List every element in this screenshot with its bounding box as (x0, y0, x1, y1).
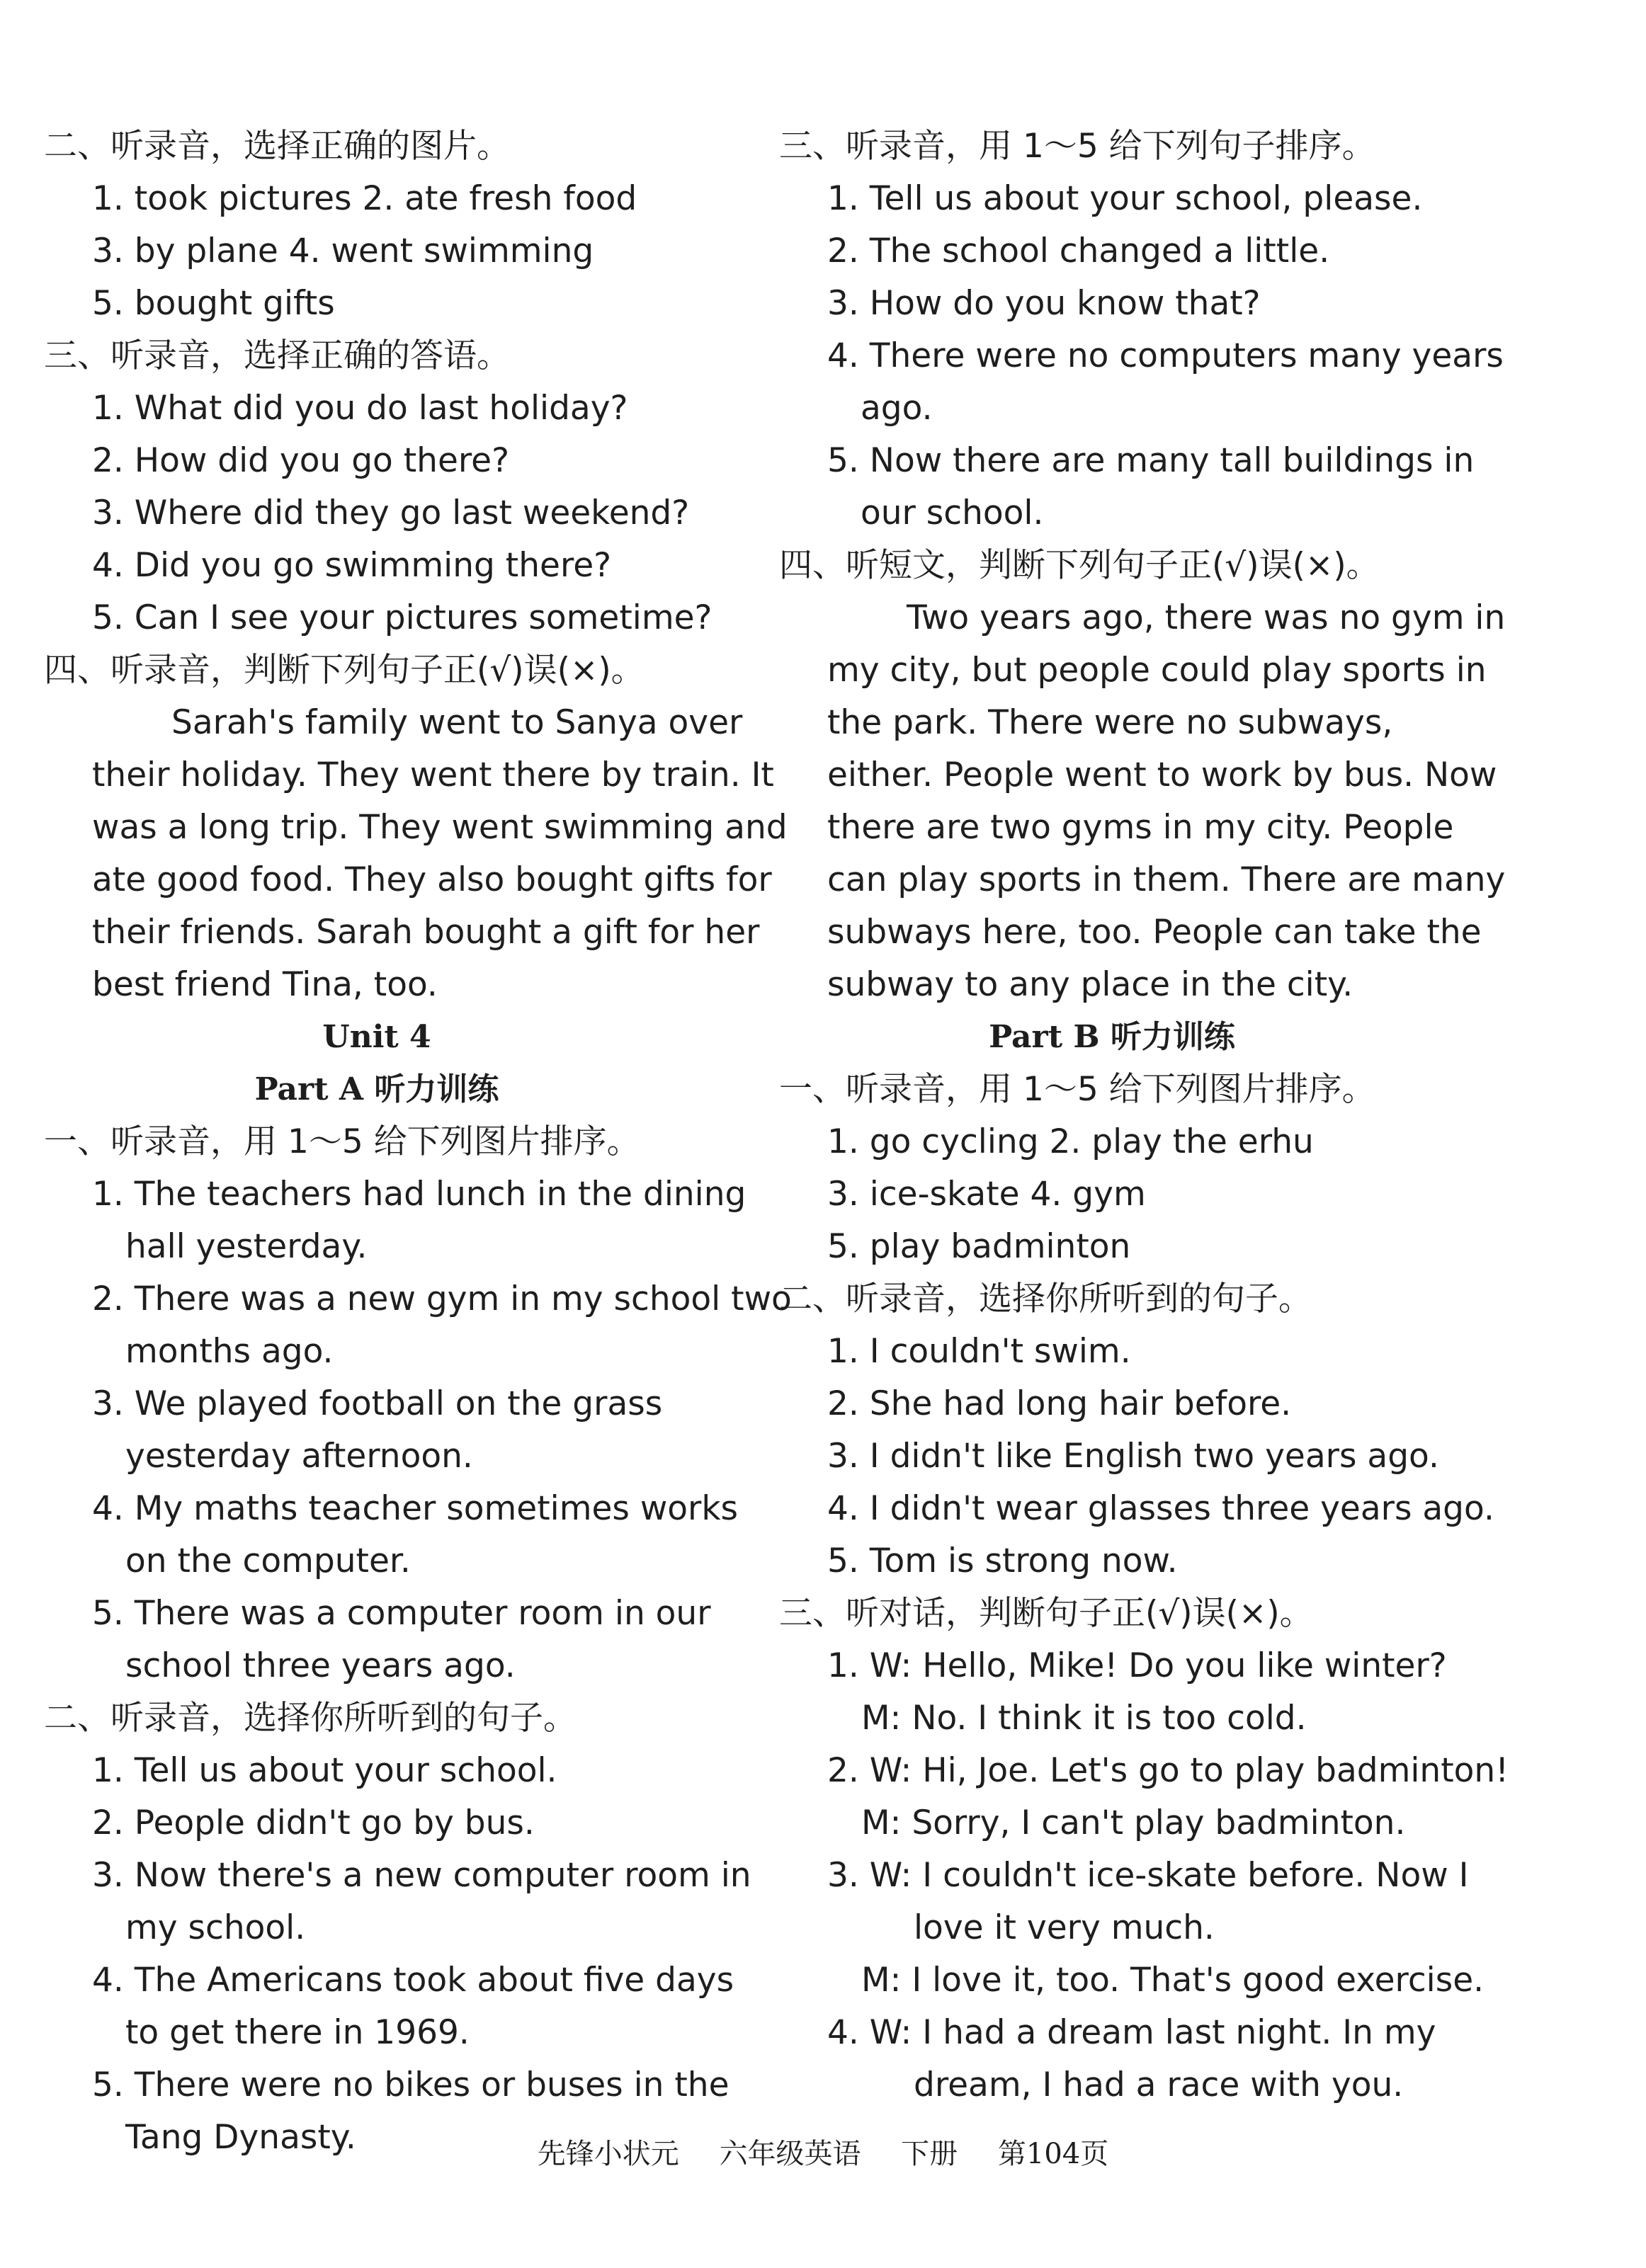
section-heading: 三、听对话，判断句子正(√)误(×)。 (779, 1594, 1313, 1633)
item-line: 4. There were no computers many years (827, 336, 1504, 375)
dialogue-line: dream, I had a race with you. (914, 2065, 1404, 2104)
footer-page-number: 第104页 (997, 2138, 1109, 2170)
item-line: 5. Now there are many tall buildings in (827, 441, 1475, 480)
item-line: 5. bought gifts (92, 284, 335, 323)
page-footer (0, 2131, 1646, 2172)
item-line: 5. play badminton (827, 1227, 1131, 1266)
item-line: 5. There was a computer room in our (92, 1594, 711, 1633)
item-line: 1. go cycling 2. play the erhu (827, 1122, 1314, 1161)
footer-volume: 下册 (901, 2138, 958, 2170)
item-line: 3. Now there's a new computer room in (92, 1856, 751, 1895)
item-line: 2. She had long hair before. (827, 1384, 1292, 1423)
left-column (44, 120, 792, 2164)
item-line: 1. Tell us about your school, please. (827, 179, 1423, 218)
item-line: 1. I couldn't swim. (827, 1332, 1131, 1371)
section-heading: 三、听录音，用 1～5 给下列句子排序。 (779, 127, 1375, 166)
passage-line: subway to any place in the city. (827, 965, 1353, 1004)
footer-grade-subject: 六年级英语 (719, 2138, 861, 2170)
item-line: 4. My maths teacher sometimes works (92, 1489, 739, 1528)
section-heading: 一、听录音，用 1～5 给下列图片排序。 (44, 1122, 640, 1161)
item-line: 3. I didn't like English two years ago. (827, 1437, 1439, 1476)
item-continuation: months ago. (125, 1332, 334, 1371)
item-line: 5. Tom is strong now. (827, 1542, 1178, 1580)
footer-book-title: 先锋小状元 (537, 2138, 679, 2170)
item-line: 2. The school changed a little. (827, 232, 1330, 270)
right-column (779, 120, 1509, 2112)
passage-line: subways here, too. People can take the (827, 913, 1482, 952)
section-heading: 四、听短文，判断下列句子正(√)误(×)。 (779, 546, 1380, 585)
dialogue-line: love it very much. (914, 1908, 1215, 1947)
section-heading: 二、听录音，选择你所听到的句子。 (779, 1280, 1312, 1318)
passage-line: my city, but people could play sports in (827, 651, 1487, 690)
dialogue-line: M: I love it, too. That's good exercise. (861, 1961, 1485, 2000)
item-continuation: school three years ago. (125, 1646, 516, 1685)
item-line: 5. Can I see your pictures sometime? (92, 598, 713, 637)
item-continuation: Tang Dynasty. (125, 2118, 356, 2157)
item-line: 2. There was a new gym in my school two (92, 1280, 792, 1318)
passage-line: was a long trip. They went swimming and (92, 808, 788, 847)
passage-line: the park. There were no subways, (827, 703, 1393, 742)
item-line: 1. The teachers had lunch in the dining (92, 1175, 747, 1214)
item-line: 3. ice-skate 4. gym (827, 1175, 1146, 1214)
dialogue-line: M: Sorry, I can't play badminton. (861, 1803, 1406, 1842)
item-line: 3. Where did they go last weekend? (92, 494, 690, 532)
item-line: 3. by plane 4. went swimming (92, 232, 594, 270)
item-line: 4. Did you go swimming there? (92, 546, 612, 585)
passage-line: Sarah's family went to Sanya over (171, 703, 743, 742)
item-line: 1. Tell us about your school. (92, 1751, 557, 1790)
item-line: 2. How did you go there? (92, 441, 510, 480)
item-line: 3. W: I couldn't ice-skate before. Now I (827, 1856, 1469, 1895)
item-line: 3. How do you know that? (827, 284, 1261, 323)
passage-line: their friends. Sarah bought a gift for her (92, 913, 760, 952)
item-line: 1. W: Hello, Mike! Do you like winter? (827, 1646, 1447, 1685)
passage-line: Two years ago, there was no gym in (907, 598, 1506, 637)
item-line: 2. W: Hi, Joe. Let's go to play badminton! (827, 1751, 1509, 1790)
passage-line: can play sports in them. There are many (827, 860, 1506, 899)
item-continuation: hall yesterday. (125, 1227, 368, 1266)
item-continuation: on the computer. (125, 1542, 411, 1580)
unit-heading: Unit 4 (322, 1019, 431, 1055)
section-heading: 二、听录音，选择正确的图片。 (44, 127, 510, 166)
passage-line: best friend Tina, too. (92, 965, 438, 1004)
item-line: 4. The Americans took about five days (92, 1961, 734, 2000)
item-line: 4. W: I had a dream last night. In my (827, 2013, 1436, 2052)
item-line: 4. I didn't wear glasses three years ago. (827, 1489, 1494, 1528)
dialogue-line: M: No. I think it is too cold. (861, 1699, 1307, 1738)
section-heading: 一、听录音，用 1～5 给下列图片排序。 (779, 1070, 1375, 1109)
item-continuation: ago. (861, 389, 933, 428)
passage-line: their holiday. They went there by train. It (92, 756, 774, 794)
unit-heading: Part B 听力训练 (989, 1019, 1235, 1055)
item-line: 1. took pictures 2. ate fresh food (92, 179, 637, 218)
item-continuation: my school. (125, 1908, 306, 1947)
item-continuation: our school. (861, 494, 1044, 532)
section-heading: 三、听录音，选择正确的答语。 (44, 336, 510, 375)
section-heading: 二、听录音，选择你所听到的句子。 (44, 1699, 577, 1738)
passage-line: ate good food. They also bought gifts for (92, 860, 772, 899)
item-continuation: yesterday afternoon. (125, 1437, 473, 1476)
item-line: 1. What did you do last holiday? (92, 389, 628, 428)
passage-line: either. People went to work by bus. Now (827, 756, 1497, 794)
item-line: 3. We played football on the grass (92, 1384, 663, 1423)
item-line: 5. There were no bikes or buses in the (92, 2065, 730, 2104)
unit-heading: Part A 听力训练 (254, 1071, 499, 1107)
passage-line: there are two gyms in my city. People (827, 808, 1454, 847)
section-heading: 四、听录音，判断下列句子正(√)误(×)。 (44, 651, 645, 690)
item-continuation: to get there in 1969. (125, 2013, 470, 2052)
item-line: 2. People didn't go by bus. (92, 1803, 535, 1842)
